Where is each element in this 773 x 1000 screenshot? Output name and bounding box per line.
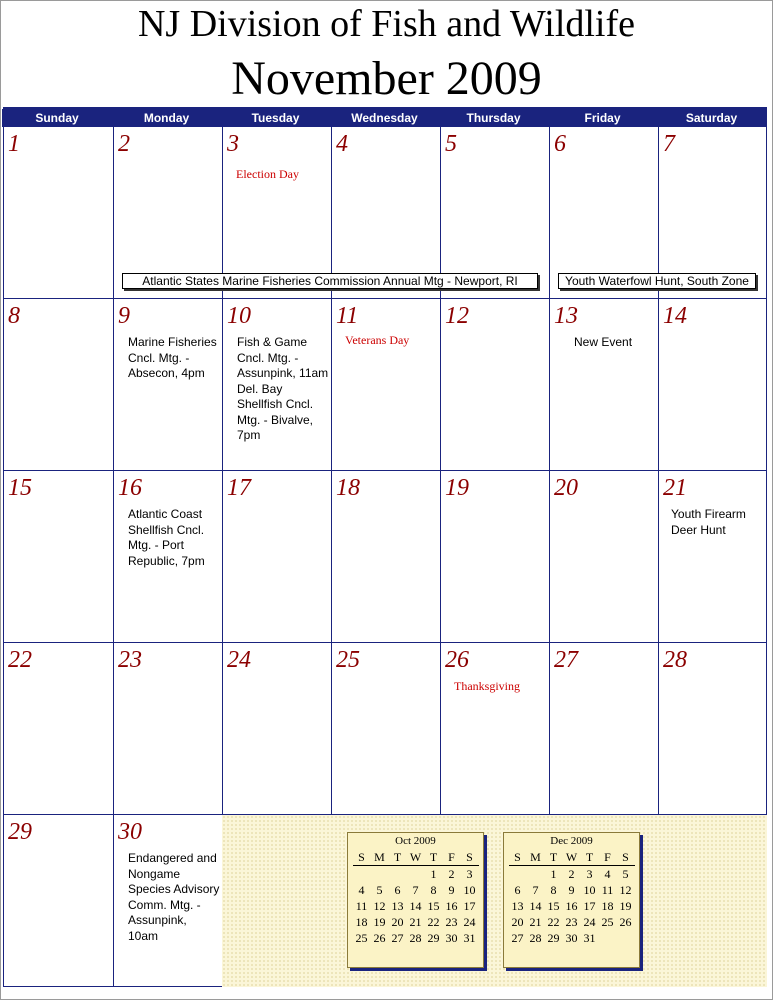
day-cell-24[interactable]: [223, 643, 332, 815]
event-fish-game[interactable]: Fish & Game Cncl. Mtg. - Assunpink, 11am: [237, 335, 329, 380]
mini-dayhead: M: [371, 849, 389, 866]
mini-day: 2: [568, 867, 575, 881]
mini-day: 27: [511, 931, 524, 945]
mini-day: 16: [445, 899, 458, 913]
day-number: 24: [227, 647, 251, 673]
mini-day: 26: [373, 931, 386, 945]
day-number: 26: [445, 647, 469, 673]
event-atlantic-coast[interactable]: Atlantic Coast Shellfish Cncl. Mtg. - Port Republic, 7pm: [128, 507, 205, 568]
mini-day: 29: [547, 931, 560, 945]
mini-dayhead: T: [581, 849, 599, 866]
day-cell-20[interactable]: [550, 471, 659, 643]
mini-day: 19: [373, 915, 386, 929]
day-number: 30: [118, 819, 142, 845]
mini-day: 9: [448, 883, 455, 897]
day-number: 14: [663, 303, 687, 329]
mini-day: 16: [565, 899, 578, 913]
mini-day: 6: [514, 883, 521, 897]
day-cell-30[interactable]: [114, 815, 223, 987]
mini-calendar-dec: [503, 832, 640, 968]
mini-dayhead: S: [617, 849, 635, 866]
day-number: 13: [554, 303, 578, 329]
mini-day: 25: [601, 915, 614, 929]
mini-day: 12: [619, 883, 632, 897]
day-number: 29: [8, 819, 32, 845]
event-del-bay[interactable]: Del. Bay Shellfish Cncl. Mtg. - Bivalve, 7pm: [237, 381, 314, 442]
mini-day: 18: [601, 899, 614, 913]
day-number: 1: [8, 131, 20, 157]
mini-day: 15: [427, 899, 440, 913]
weekday-monday: Monday: [143, 111, 190, 125]
mini-day: 22: [427, 915, 440, 929]
mini-day: 19: [619, 899, 632, 913]
mini-day: 4: [604, 867, 611, 881]
day-cell-9[interactable]: [114, 299, 223, 471]
mini-day: 6: [394, 883, 401, 897]
mini-day: 14: [409, 899, 422, 913]
mini-day: 23: [445, 915, 458, 929]
mini-day: [407, 866, 425, 883]
mini-dayhead: T: [389, 849, 407, 866]
mini-calendar-table: [353, 849, 479, 946]
mini-day: 13: [391, 899, 404, 913]
day-cell-8[interactable]: [4, 299, 114, 471]
mini-day: 28: [409, 931, 422, 945]
mini-dayhead: T: [425, 849, 443, 866]
mini-day: 7: [532, 883, 539, 897]
day-cell-23[interactable]: [114, 643, 223, 815]
mini-day: 24: [463, 915, 476, 929]
mini-day: 20: [391, 915, 404, 929]
mini-day: 4: [358, 883, 365, 897]
mini-dayhead: M: [527, 849, 545, 866]
weekday-friday: Friday: [584, 111, 621, 125]
weekday-tuesday: Tuesday: [251, 111, 300, 125]
mini-day: [371, 866, 389, 883]
mini-day: 5: [376, 883, 383, 897]
day-cell-27[interactable]: [550, 643, 659, 815]
mini-day: [617, 930, 635, 946]
holiday-veterans-day: Veterans Day: [345, 333, 410, 347]
mini-dayhead: S: [353, 849, 371, 866]
mini-dayhead: S: [461, 849, 479, 866]
mini-day: 26: [619, 915, 632, 929]
day-cell-22[interactable]: [4, 643, 114, 815]
day-number: 4: [336, 131, 348, 157]
mini-day: 11: [355, 899, 368, 913]
mini-day: 15: [547, 899, 560, 913]
day-cell-14[interactable]: [659, 299, 767, 471]
event-youth-firearm[interactable]: Youth Firearm Deer Hunt: [671, 507, 746, 537]
mini-day: 17: [583, 899, 596, 913]
mini-dayhead: W: [563, 849, 581, 866]
mini-dayhead: F: [443, 849, 461, 866]
day-number: 27: [554, 647, 578, 673]
mini-day: 13: [511, 899, 524, 913]
mini-day: 1: [430, 867, 437, 881]
mini-day: 31: [583, 931, 596, 945]
mini-day: 3: [466, 867, 473, 881]
day-cell-11[interactable]: [332, 299, 441, 471]
day-number: 20: [554, 475, 578, 501]
day-cell-16[interactable]: [114, 471, 223, 643]
mini-day: 20: [511, 915, 524, 929]
mini-day: [599, 930, 617, 946]
mini-day: 3: [586, 867, 593, 881]
day-number: 10: [227, 303, 251, 329]
mini-day: 27: [391, 931, 404, 945]
day-cell-18[interactable]: [332, 471, 441, 643]
mini-day: 30: [445, 931, 458, 945]
mini-day: [389, 866, 407, 883]
day-number: 17: [227, 475, 251, 501]
day-cell-1[interactable]: [4, 127, 114, 299]
day-number: 8: [8, 303, 20, 329]
mini-calendar-table: [509, 849, 635, 946]
day-number: 23: [118, 647, 142, 673]
day-cell-28[interactable]: [659, 643, 767, 815]
event-bar-asmfc[interactable]: Atlantic States Marine Fisheries Commission Annual Mtg - Newport, RI: [122, 273, 538, 289]
mini-day: 23: [565, 915, 578, 929]
weekday-saturday: Saturday: [685, 111, 738, 125]
mini-day: 22: [547, 915, 560, 929]
mini-day: 8: [430, 883, 437, 897]
mini-day: 25: [355, 931, 368, 945]
day-number: 19: [445, 475, 469, 501]
mini-dayhead: S: [509, 849, 527, 866]
mini-day: [509, 866, 527, 883]
mini-day: 24: [583, 915, 596, 929]
day-cell-10[interactable]: [223, 299, 332, 471]
day-number: 21: [663, 475, 687, 501]
day-number: 15: [8, 475, 32, 501]
day-number: 25: [336, 647, 360, 673]
mini-day: 1: [550, 867, 557, 881]
day-cell-17[interactable]: [223, 471, 332, 643]
day-cell-21[interactable]: [659, 471, 767, 643]
mini-calendar-oct: [347, 832, 484, 968]
mini-day: 8: [550, 883, 557, 897]
day-cell-29[interactable]: [4, 815, 114, 987]
mini-calendar-title: Oct 2009: [395, 835, 436, 847]
holiday-thanksgiving: Thanksgiving: [454, 679, 520, 693]
weekday-thursday: Thursday: [466, 111, 521, 125]
weekday-header: [2, 109, 766, 127]
weekday-sunday: Sunday: [35, 111, 79, 125]
mini-day: 9: [568, 883, 575, 897]
day-number: 5: [445, 131, 457, 157]
day-number: 3: [227, 131, 239, 157]
mini-day: 7: [412, 883, 419, 897]
mini-day: 10: [583, 883, 596, 897]
mini-day: 28: [529, 931, 542, 945]
event-bar-youth-waterfowl[interactable]: Youth Waterfowl Hunt, South Zone: [558, 273, 756, 289]
mini-day: 12: [373, 899, 386, 913]
day-number: 18: [336, 475, 360, 501]
mini-day: 11: [601, 883, 614, 897]
mini-day: [527, 866, 545, 883]
day-number: 2: [118, 131, 130, 157]
mini-day: 21: [409, 915, 422, 929]
day-number: 6: [554, 131, 566, 157]
mini-day: [353, 866, 371, 883]
page-title: NJ Division of Fish and Wildlife: [137, 3, 636, 45]
event-endangered[interactable]: Endangered and Nongame Species Advisory Comm. Mtg. - Assunpink, 10am: [128, 851, 220, 943]
day-number: 12: [445, 303, 469, 329]
holiday-election-day: Election Day: [236, 167, 299, 181]
mini-dayhead: T: [545, 849, 563, 866]
mini-day: 14: [529, 899, 542, 913]
event-new-event[interactable]: New Event: [574, 335, 633, 349]
mini-day: 18: [355, 915, 368, 929]
mini-day: 21: [529, 915, 542, 929]
mini-day: 10: [463, 883, 476, 897]
day-number: 9: [118, 303, 130, 329]
day-cell-15[interactable]: [4, 471, 114, 643]
event-list: [237, 335, 329, 444]
event-marine-fisheries[interactable]: Marine Fisheries Cncl. Mtg. - Absecon, 4pm: [128, 335, 217, 380]
day-cell-19[interactable]: [441, 471, 550, 643]
day-cell-25[interactable]: [332, 643, 441, 815]
empty-days-area: [222, 815, 767, 987]
mini-dayhead: F: [599, 849, 617, 866]
mini-day: 29: [427, 931, 440, 945]
day-number: 22: [8, 647, 32, 673]
mini-day: 30: [565, 931, 578, 945]
mini-day: 31: [463, 931, 476, 945]
day-cell-13[interactable]: [550, 299, 659, 471]
mini-day: 2: [448, 867, 455, 881]
day-number: 16: [118, 475, 142, 501]
month-title: November 2009: [231, 52, 542, 105]
mini-day: 17: [463, 899, 476, 913]
mini-dayhead: W: [407, 849, 425, 866]
day-cell-12[interactable]: [441, 299, 550, 471]
day-cell-26[interactable]: [441, 643, 550, 815]
mini-day: 5: [622, 867, 629, 881]
day-number: 7: [663, 131, 675, 157]
day-number: 28: [663, 647, 687, 673]
weekday-wednesday: Wednesday: [351, 111, 418, 125]
day-number: 11: [336, 303, 359, 329]
mini-calendar-title: Dec 2009: [550, 835, 593, 847]
